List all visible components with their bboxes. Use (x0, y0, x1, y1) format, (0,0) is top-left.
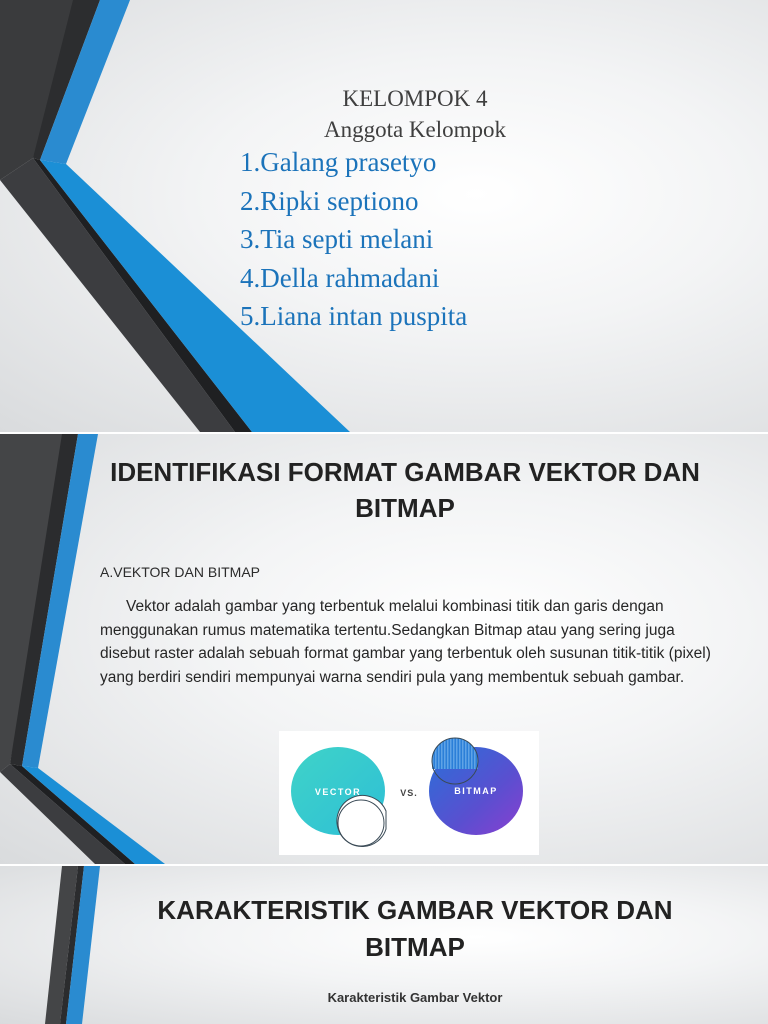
member-item: 1.Galang prasetyo (240, 147, 437, 177)
slide-3 (0, 866, 768, 1024)
vs-label: VS. (400, 788, 418, 798)
member-list (240, 143, 467, 336)
slide-title: IDENTIFIKASI FORMAT GAMBAR VEKTOR DAN BITMAP (110, 457, 700, 523)
slide-title: KARAKTERISTIK GAMBAR VEKTOR DAN BITMAP (157, 895, 673, 962)
slide-2 (0, 434, 768, 864)
slide-subtitle: Karakteristik Gambar Vektor (327, 990, 503, 1005)
section-heading: A.VEKTOR DAN BITMAP (100, 564, 260, 580)
member-item: 4.Della rahmadani (240, 262, 440, 293)
body-paragraph: Vektor adalah gambar yang terbentuk melalui kombinasi titik dan garis dengan menggunakan rumus matematika tertentu.Sedangkan Bitmap atau yang sering juga disebut raster adalah sebuah format gambar yang terbentuk oleh susunan titik-titik (pixel) yang berdiri sendiri mempunyai warna sendiri pula yang membentuk sebuah gambar. (100, 598, 711, 686)
group-subtitle: Anggota Kelompok (323, 117, 507, 142)
member-item: 2.Ripki septiono (240, 185, 419, 216)
member-item: 3.Tia septi melani (240, 224, 434, 254)
member-item: 5.Liana intan puspita (240, 301, 468, 331)
group-title: KELOMPOK 4 (342, 86, 488, 111)
vector-label: VECTOR (314, 787, 362, 797)
vector-vs-bitmap-image (279, 731, 539, 855)
bitmap-label: BITMAP (454, 786, 498, 796)
slide-1 (0, 0, 768, 432)
